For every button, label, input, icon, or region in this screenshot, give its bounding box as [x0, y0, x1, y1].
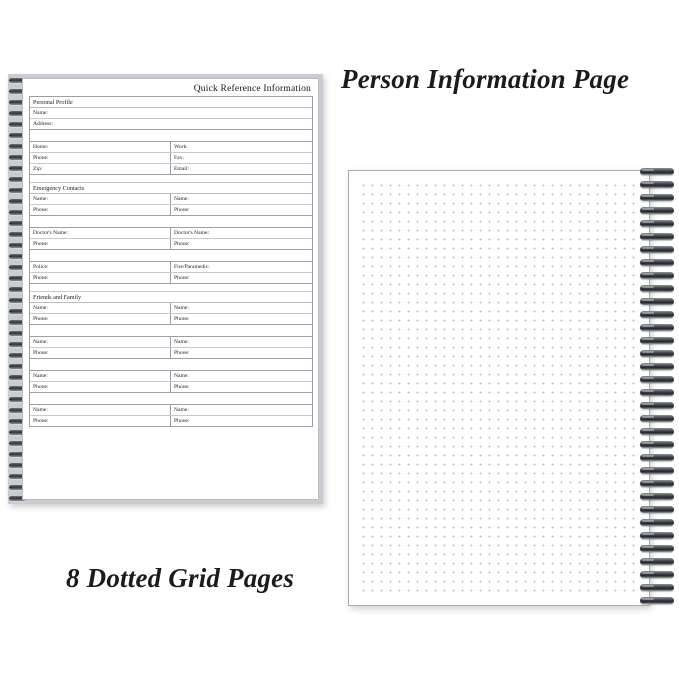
field-label: Phone: — [174, 384, 190, 390]
form-row — [30, 382, 312, 393]
spiral-coil — [640, 467, 674, 474]
field-email[interactable] — [171, 164, 312, 174]
field-fax[interactable] — [171, 153, 312, 163]
field-label: Doctor's Name: — [33, 230, 69, 236]
spiral-coil — [640, 298, 674, 305]
spiral-coil — [640, 285, 674, 292]
field-label: Phone: — [174, 316, 190, 322]
form-row — [30, 142, 312, 153]
form-row — [30, 337, 312, 348]
spiral-coil — [640, 428, 674, 435]
spiral-coil — [640, 454, 674, 461]
spiral-coil — [640, 571, 674, 578]
form-row — [30, 164, 312, 175]
field-address[interactable] — [30, 119, 312, 129]
field-label: Name: — [33, 373, 48, 379]
form-row — [30, 262, 312, 273]
form-row — [30, 314, 312, 325]
spiral-coil — [640, 363, 674, 370]
field-friend-phone-2b[interactable] — [171, 348, 312, 358]
field-label: Name: — [174, 407, 189, 413]
writing-gap[interactable] — [30, 325, 312, 337]
field-label: Police: — [33, 264, 49, 270]
field-label: Name: — [33, 407, 48, 413]
spiral-coil — [640, 545, 674, 552]
field-friend-phone-1b[interactable] — [171, 314, 312, 324]
field-label: Name: — [174, 305, 189, 311]
field-label: Phone: — [174, 241, 190, 247]
form-row — [30, 405, 312, 416]
dotted-grid-surface[interactable] — [359, 181, 637, 595]
field-friend-name-2a[interactable] — [30, 337, 171, 347]
field-doctor-name-2[interactable] — [171, 228, 312, 238]
field-emergency-name-1[interactable] — [30, 194, 171, 204]
person-information-page-caption: Person Information Page — [341, 64, 630, 94]
field-label: Phone: — [33, 207, 49, 213]
field-friend-name-4a[interactable] — [30, 405, 171, 415]
form-row — [30, 108, 312, 119]
field-label: Zip: — [33, 166, 43, 172]
field-fire-phone[interactable] — [171, 273, 312, 283]
spiral-coil — [640, 519, 674, 526]
field-label: Name: — [33, 305, 48, 311]
field-label: Phone: — [33, 155, 49, 161]
field-label: Phone: — [33, 241, 49, 247]
form-row — [30, 194, 312, 205]
field-label: Phone: — [33, 350, 49, 356]
spiral-coil — [640, 415, 674, 422]
spiral-coil — [640, 350, 674, 357]
field-friend-name-1a[interactable] — [30, 303, 171, 313]
field-label: Email: — [174, 166, 189, 172]
field-friend-phone-1a[interactable] — [30, 314, 171, 324]
field-doctor-phone-2[interactable] — [171, 239, 312, 249]
writing-gap[interactable] — [30, 175, 312, 183]
field-label: Fire/Paramedic: — [174, 264, 210, 270]
writing-gap[interactable] — [30, 359, 312, 371]
field-friend-name-2b[interactable] — [171, 337, 312, 347]
field-label: Phone: — [33, 418, 49, 424]
section-heading-friends-and-family: Friends and Family — [30, 292, 312, 303]
form-row — [30, 205, 312, 216]
form-row — [30, 348, 312, 359]
dotted-grid-notebook — [348, 170, 650, 606]
writing-gap[interactable] — [30, 284, 312, 292]
field-doctor-phone-1[interactable] — [30, 239, 171, 249]
spiral-coil — [640, 558, 674, 565]
spiral-coil — [640, 181, 674, 188]
field-emergency-name-2[interactable] — [171, 194, 312, 204]
field-label: Phone: — [33, 275, 49, 281]
spiral-coil — [640, 168, 674, 175]
spiral-coil — [640, 324, 674, 331]
field-label: Name: — [33, 196, 48, 202]
spiral-coil — [640, 506, 674, 513]
field-friend-name-3b[interactable] — [171, 371, 312, 381]
field-label: Phone: — [174, 350, 190, 356]
spiral-coil — [640, 220, 674, 227]
form-row — [30, 303, 312, 314]
field-emergency-phone-1[interactable] — [30, 205, 171, 215]
field-label: Phone: — [33, 316, 49, 322]
spiral-coil — [640, 480, 674, 487]
field-friend-name-4b[interactable] — [171, 405, 312, 415]
field-label: Name: — [33, 339, 48, 345]
section-heading-personal-profile: Personal Profile — [30, 97, 312, 108]
field-label: Phone: — [174, 275, 190, 281]
spiral-coil — [640, 376, 674, 383]
field-fire-paramedic[interactable] — [171, 262, 312, 272]
form-row — [30, 153, 312, 164]
writing-gap[interactable] — [30, 393, 312, 405]
field-label: Name: — [174, 373, 189, 379]
form-row — [30, 416, 312, 427]
field-label: Name: — [174, 339, 189, 345]
field-label: Fax: — [174, 155, 184, 161]
writing-gap[interactable] — [30, 250, 312, 262]
spiral-coil — [640, 532, 674, 539]
spiral-coil — [640, 389, 674, 396]
spiral-coil — [640, 597, 674, 604]
form-row — [30, 119, 312, 130]
form-row — [30, 371, 312, 382]
field-label: Work: — [174, 144, 188, 150]
spiral-coil — [640, 441, 674, 448]
spiral-coil — [640, 272, 674, 279]
field-phone[interactable] — [30, 153, 171, 163]
field-police[interactable] — [30, 262, 171, 272]
spiral-coil — [640, 337, 674, 344]
field-friend-name-3a[interactable] — [30, 371, 171, 381]
spiral-coil — [640, 207, 674, 214]
dotted-grid-pages-caption: 8 Dotted Grid Pages — [66, 563, 295, 593]
field-friend-phone-3a[interactable] — [30, 382, 171, 392]
field-work[interactable] — [171, 142, 312, 152]
spiral-coil — [640, 194, 674, 201]
spiral-coil — [640, 233, 674, 240]
form-row — [30, 273, 312, 284]
quick-reference-notebook — [8, 74, 323, 504]
spiral-coil — [640, 311, 674, 318]
form-row — [30, 239, 312, 250]
field-home[interactable] — [30, 142, 171, 152]
field-label: Home: — [33, 144, 49, 150]
form-container — [29, 96, 313, 427]
field-label: Name: — [33, 110, 48, 116]
field-doctor-name-1[interactable] — [30, 228, 171, 238]
field-friend-phone-4a[interactable] — [30, 416, 171, 426]
field-name[interactable] — [30, 108, 312, 118]
spiral-coil — [640, 584, 674, 591]
quick-reference-page — [22, 78, 319, 500]
field-label: Phone: — [174, 418, 190, 424]
field-friend-phone-4b[interactable] — [171, 416, 312, 426]
field-zip[interactable] — [30, 164, 171, 174]
field-friend-name-1b[interactable] — [171, 303, 312, 313]
writing-gap[interactable] — [30, 216, 312, 228]
field-label: Doctor's Name: — [174, 230, 210, 236]
form-row — [30, 228, 312, 239]
field-label: Phone: — [174, 207, 190, 213]
field-police-phone[interactable] — [30, 273, 171, 283]
page-title: Quick Reference Information — [193, 84, 311, 94]
spiral-coil — [640, 493, 674, 500]
spiral-coil — [640, 259, 674, 266]
field-emergency-phone-2[interactable] — [171, 205, 312, 215]
field-label: Phone: — [33, 384, 49, 390]
spiral-coil — [640, 402, 674, 409]
field-friend-phone-2a[interactable] — [30, 348, 171, 358]
field-friend-phone-3b[interactable] — [171, 382, 312, 392]
field-label: Address: — [33, 121, 53, 127]
section-heading-emergency-contacts: Emergency Contacts — [30, 183, 312, 194]
spiral-coil — [640, 246, 674, 253]
spiral-binding-right — [640, 166, 676, 608]
writing-gap[interactable] — [30, 130, 312, 142]
field-label: Name: — [174, 196, 189, 202]
